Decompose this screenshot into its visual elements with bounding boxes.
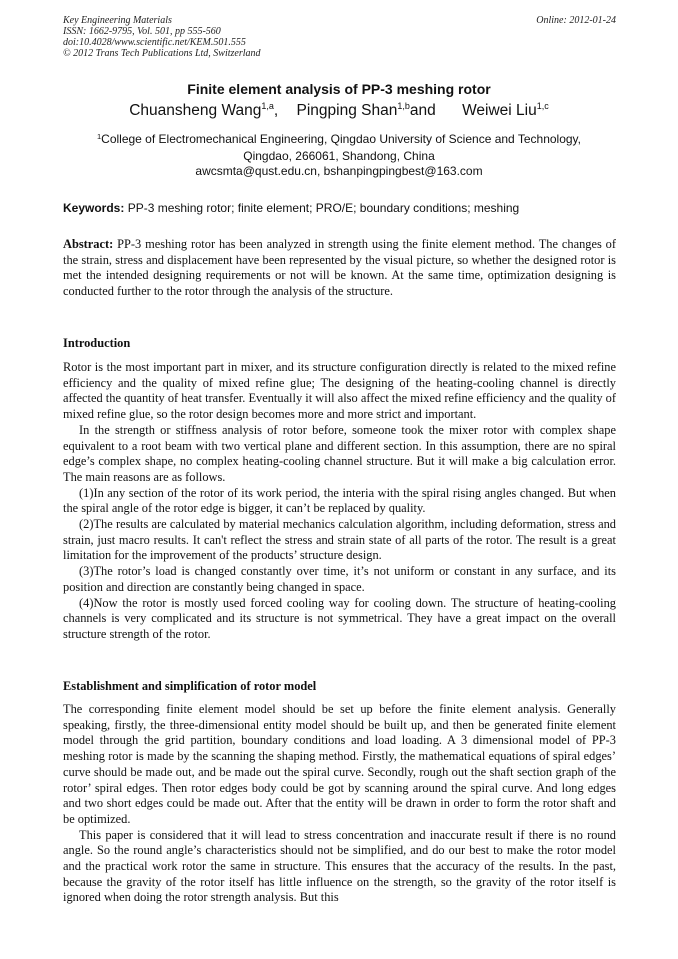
paragraph: (2)The results are calculated by material mechanics calculation algorithm, including deformation, stress and strain, just macro results. It can't reflect the stress and strain state of all parts of the rotor. The result is a great limitation for the improvement of the products’ structure design.: [63, 517, 616, 563]
author-name: Chuansheng Wang: [129, 102, 262, 119]
introduction-body: [63, 360, 616, 643]
issn-line: ISSN: 1662-9795, Vol. 501, pp 555-560: [63, 26, 221, 37]
abstract-text: PP-3 meshing rotor has been analyzed in strength using the finite element method. The changes of the strain, stress and displacement have been represented by the visual picture, so whether the designed rotor is met the intended designing requirements or not will be known. At the same time, optimization designing is conducted further to the rotor through the analysis of the structure.: [63, 237, 616, 299]
affiliation-line-2: Qingdao, 266061, Shandong, China: [243, 149, 435, 163]
keywords: [63, 201, 616, 215]
online-date: Online: 2012-01-24: [536, 15, 616, 26]
section-heading-establishment: Establishment and simplification of rotor model: [63, 679, 317, 693]
author-suffix: and: [409, 102, 436, 119]
paper-title: Finite element analysis of PP-3 meshing rotor: [187, 81, 491, 97]
author-sup: 1,b: [397, 101, 410, 111]
author-name: Pingping Shan: [296, 102, 398, 119]
journal-header: [63, 15, 616, 59]
author-sup: 1,a: [261, 101, 274, 111]
abstract: [63, 237, 616, 300]
abstract-label: Abstract:: [63, 237, 114, 251]
doi-line: doi:10.4028/www.scientific.net/KEM.501.555: [63, 37, 246, 48]
copyright-line: © 2012 Trans Tech Publications Ltd, Switzerland: [63, 48, 261, 59]
keywords-text: PP-3 meshing rotor; finite element; PRO/E; boundary conditions; meshing: [124, 201, 520, 215]
paragraph: (1)In any section of the rotor of its work period, the interia with the spiral rising angles changed. But when the spiral angle of the rotor edge is bigger, it can’t be replaced by quality.: [63, 485, 616, 516]
paragraph: This paper is considered that it will lead to stress concentration and inaccurate result if there is no round angle. So the round angle’s characteristics should not be simplified, and do our best to make the rotor model and the practical work rotor the same in structure. This ensures that the accuracy of the results. In the past, because the gravity of the rotor itself has little influence on the strength, so the gravity of the rotor itself is ignored when doing the rotor strength analysis. But this: [63, 827, 616, 905]
keywords-label: Keywords:: [63, 201, 125, 215]
affiliation-line-1: College of Electromechanical Engineering, Qingdao University of Science and Technology,: [101, 132, 581, 146]
paragraph: The corresponding finite element model should be set up before the finite element analysis. Generally speaking, firstly, the three-dimensional entity model should be built up, and then be generated finite element model through the grid partition, boundary conditions and load loading. A 3 dimensional model of PP-3 meshing rotor is made by the scanning the shaping method. Firstly, the mathematical equations of spiral edges’ curve should be made out, and be made out the spiral curve. Secondly, rough out the shaft section graph of the rotor’ spiral edges. Then rotor edges body could be got by scanning around the spiral curve. And long edges and two short edges could be made out. After that the entity will be drawn in order to form the rotor shaft and be optimized.: [63, 702, 616, 826]
affiliation: [0, 128, 678, 165]
paragraph: Rotor is the most important part in mixer, and its structure configuration directly is related to the mixed refine efficiency and the quality of mixed refine glue; The designing of the heating-cooling channel is directly affected the quantity of heat transfer. Eventually it will also affect the mixed refine efficiency and the quality of mixed refine glue, so the rotor design becomes more and more strict and important.: [63, 360, 616, 422]
author-sup: 1,c: [536, 101, 549, 111]
journal-name: Key Engineering Materials: [63, 15, 172, 26]
establishment-body: [63, 702, 616, 906]
author-list: [0, 101, 678, 120]
paragraph: (4)Now the rotor is mostly used forced cooling way for cooling down. The structure of heating-cooling channels is very complicated and its structure is not symmetrical. They have a great impact on the overall structure strength of the rotor.: [63, 595, 616, 641]
paragraph: (3)The rotor’s load is changed constantly over time, it’s not uniform or constant in any surface, and its position and direction are constantly being changed in space.: [63, 564, 616, 594]
author-emails: awcsmta@qust.edu.cn, bshanpingpingbest@163.com: [195, 164, 483, 178]
author-suffix: ,: [273, 102, 279, 119]
section-heading-introduction: Introduction: [63, 336, 131, 350]
paragraph: In the strength or stiffness analysis of rotor before, someone took the mixer rotor with complex shape equivalent to a root beam with two vertical plane and different section. In this assumption, there are no spiral edge’s complex shape, no complex heating-cooling channel structure. But it will make a big calculation error. The main reasons are as follows.: [63, 422, 616, 484]
author-name: Weiwei Liu: [462, 102, 537, 119]
affiliation-sup: 1: [96, 132, 102, 141]
